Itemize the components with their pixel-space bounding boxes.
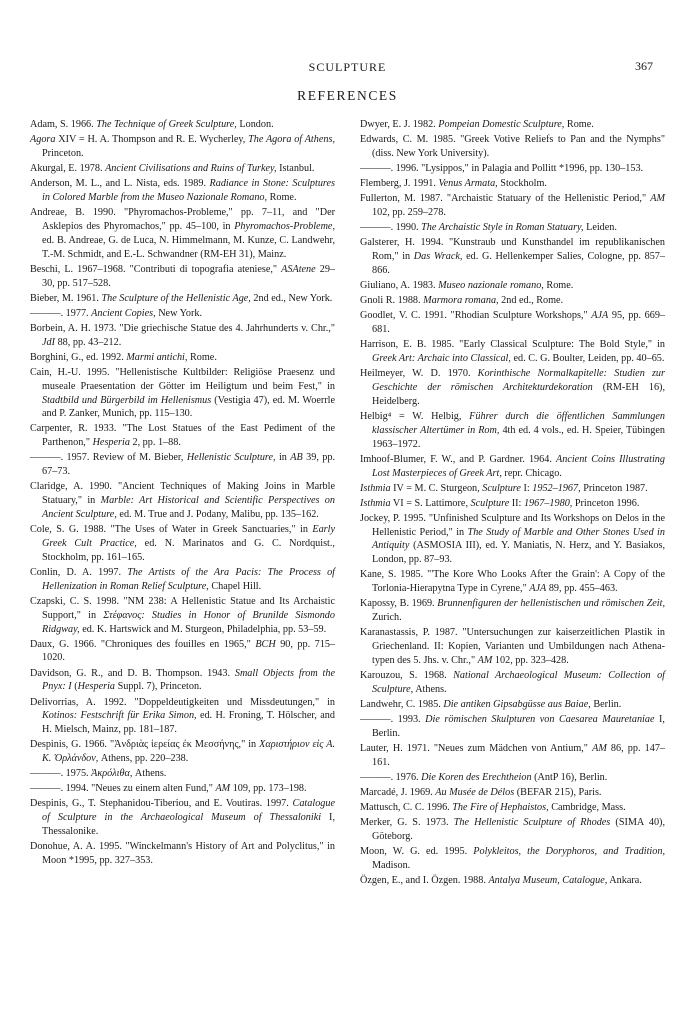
- reference-italic-text: Isthmia: [360, 497, 391, 509]
- reference-italic-text: Χαριστήριον εἰς Α. Κ. Ὀρλάνδον,: [42, 739, 335, 765]
- reference-text: ———. 1994. "Neues zu einem alten Fund,": [30, 783, 216, 795]
- reference-entry: [30, 177, 335, 205]
- reference-italic-text: Museo nazionale romano,: [438, 280, 544, 292]
- reference-text: Stockholm.: [497, 178, 547, 190]
- reference-italic-text: AM: [215, 783, 231, 795]
- reference-text: ed. H. Froning, T. Hölscher, and H. Mielsch, Mainz, pp. 181–187.: [42, 710, 335, 736]
- reference-text: Mattusch, C. C. 1996.: [360, 802, 453, 814]
- reference-text: Giuliano, A. 1983.: [360, 280, 439, 292]
- reference-text: Athens.: [413, 683, 447, 695]
- reference-entry: [360, 786, 665, 800]
- reference-italic-text: Hellenistic Sculpture,: [186, 452, 276, 464]
- reference-entry: [360, 482, 665, 496]
- reference-text: Jockey, P. 1995. "Unfinished Sculpture and Its Workshops on Delos in the Hellenistic Period," in: [360, 512, 665, 538]
- reference-text: Donohue, A. A. 1995. "Winckelmann's History of Art and Polyclitus," in Moon *1995, pp. 327–353.: [30, 841, 335, 867]
- reference-text: Rome.: [543, 280, 574, 292]
- reference-italic-text: Die antiken Gipsabgüsse aus Baiae,: [443, 699, 591, 710]
- reference-italic-text: Kotinos: Festschrift für Erika Simon,: [42, 710, 197, 722]
- reference-text: Kane, S. 1985. "'The Kore Who Looks After the Grain': A Copy of the Torlonia-Hierapytna Type in Cyrene,": [360, 569, 665, 595]
- reference-text: ed. M. True and J. Podany, Malibu, pp. 135–162.: [116, 509, 319, 521]
- reference-text: Daux, G. 1966. "Chroniques des fouilles en 1965,": [30, 638, 256, 650]
- reference-text: Ankara.: [607, 875, 642, 887]
- reference-italic-text: Antalya Museum, Catalogue,: [488, 875, 608, 887]
- reference-entry: [360, 118, 665, 132]
- reference-italic-text: Ancient Civilisations and Ruins of Turkey,: [105, 163, 277, 175]
- reference-text: ———. 1976.: [360, 771, 422, 783]
- reference-text: Cain, H.-U. 1995. "Hellenistische Kultbilder: Religiöse Praesenz und museale Praesentation der Götter im Heiligtum und beim Fest," in: [30, 366, 335, 392]
- reference-text: Rome.: [564, 119, 594, 130]
- reference-text: 90, pp. 715–1020.: [42, 638, 336, 664]
- reference-entry: [360, 713, 665, 741]
- reference-entry: [30, 366, 335, 421]
- reference-text: 102, pp. 323–428.: [492, 654, 569, 666]
- reference-italic-text: ASAtene: [281, 263, 316, 275]
- reference-italic-text: 1952–1967,: [532, 482, 581, 494]
- reference-italic-text: 1967–1980,: [523, 497, 573, 509]
- reference-entry: [30, 351, 335, 365]
- reference-entry: [360, 874, 665, 888]
- reference-entry: [360, 162, 665, 176]
- reference-text: 29–30, pp. 517–528.: [42, 263, 336, 289]
- reference-entry: [30, 638, 335, 666]
- reference-italic-text: Isthmia: [360, 482, 391, 494]
- reference-text: 2nd ed., Rome.: [498, 295, 564, 307]
- reference-text: Landwehr, C. 1985.: [360, 699, 444, 710]
- reference-italic-text: The Archaistic Style in Roman Statuary,: [421, 222, 584, 234]
- reference-italic-text: The Artists of the Ara Pacis: The Process of Hellenization in Roman Relief Sculpture,: [42, 566, 336, 592]
- reference-entry: [30, 767, 335, 781]
- reference-italic-text: Polykleitos, the Doryphoros, and Tradition,: [473, 846, 665, 858]
- reference-text: IV = M. C. Sturgeon,: [390, 482, 483, 494]
- reference-entry: [360, 816, 665, 844]
- reference-entry: [360, 453, 665, 481]
- reference-entry: [360, 568, 665, 596]
- reference-text: Beschi, L. 1967–1968. "Contributi di topografia ateniese,": [30, 263, 282, 275]
- reference-text: Suppl. 7), Princeton.: [115, 681, 202, 693]
- reference-entry: [360, 597, 665, 625]
- reference-text: 102, pp. 259–278.: [372, 207, 446, 219]
- reference-italic-text: Greek Art: Archaic into Classical,: [372, 353, 511, 364]
- reference-text: ———. 1975.: [30, 768, 92, 780]
- reference-italic-text: The Fire of Hephaistos,: [452, 802, 549, 814]
- reference-italic-text: Führer durch die öffentlichen Sammlungen klassischer Altertümer in Rom,: [372, 410, 665, 436]
- reference-entry: [30, 206, 335, 261]
- reference-text: Moon, W. G. ed. 1995.: [360, 846, 474, 858]
- reference-italic-text: Ancient Coins Illustrating Lost Masterpieces of Greek Art,: [372, 453, 665, 479]
- references-right-column: [360, 118, 665, 889]
- reference-text: Imhoof-Blumer, F. W., and P. Gardner. 1964.: [360, 453, 556, 465]
- section-title: REFERENCES: [297, 88, 398, 103]
- reference-text: ———. 1977.: [30, 307, 92, 319]
- reference-entry: [30, 566, 335, 594]
- reference-entry: [30, 782, 335, 796]
- reference-italic-text: BCH: [255, 638, 276, 650]
- reference-italic-text: Ancient Copies,: [91, 307, 156, 319]
- reference-text: Anderson, M. L., and L. Nista, eds. 1989.: [30, 178, 210, 190]
- reference-italic-text: AM: [650, 193, 665, 205]
- reference-text: ed. C. G. Boulter, Leiden, pp. 40–65.: [510, 353, 665, 364]
- reference-entry: [30, 595, 335, 637]
- reference-italic-text: AM: [592, 743, 607, 755]
- reference-italic-text: The Agora of Athens,: [248, 134, 335, 146]
- reference-text: I, Berlin.: [372, 714, 665, 739]
- reference-italic-text: Ἀκρόλιθα,: [91, 768, 133, 780]
- reference-italic-text: Early Greek Cult Practice,: [42, 524, 335, 549]
- reference-text: Chapel Hill.: [208, 580, 262, 592]
- reference-text: Edwards, C. M. 1985. "Greek Votive Reliefs to Pan and the Nymphs" (diss. New York University).: [360, 134, 665, 159]
- reference-text: ———. 1996. "Lysippos," in Palagia and Pollitt *1996, pp. 130–153.: [360, 163, 644, 175]
- reference-text: Princeton.: [42, 147, 84, 159]
- reference-text: Berlin.: [590, 699, 622, 710]
- reference-text: 39, pp. 67–73.: [42, 452, 335, 478]
- reference-entry: [30, 451, 335, 479]
- reference-text: in: [275, 452, 291, 464]
- reference-text: Bieber, M. 1961.: [30, 292, 102, 304]
- reference-entry: [360, 221, 665, 235]
- reference-text: Cole, S. G. 1988. "The Uses of Water in Greek Sanctuaries," in: [30, 524, 313, 536]
- reference-text: ed. K. Hartswick and M. Sturgeon, Philadelphia, pp. 53–59.: [79, 623, 327, 635]
- reference-italic-text: Das Wrack,: [413, 251, 463, 263]
- reference-text: Delivorrias, A. 1992. "Doppeldeutigkeiten und Missdeutungen," in: [30, 696, 335, 708]
- reference-entry: [360, 845, 665, 873]
- reference-entry: [30, 840, 335, 868]
- reference-italic-text: National Archaeological Museum: Collection of Sculpture,: [372, 670, 665, 695]
- reference-text: I, Thessalonike.: [42, 812, 335, 838]
- reference-entry: [30, 307, 335, 321]
- reference-text: Carpenter, R. 1933. "The Lost Statues of the East Pediment of the Parthenon,": [30, 423, 335, 449]
- reference-entry: [360, 742, 665, 770]
- reference-entry: [360, 367, 665, 409]
- reference-text: Akurgal, E. 1978.: [30, 163, 106, 175]
- reference-entry: [360, 698, 665, 712]
- reference-text: Borbein, A. H. 1973. "Die griechische Statue des 4. Jahrhunderts v. Chr.,": [30, 322, 335, 334]
- reference-text: (BEFAR 215), Paris.: [514, 787, 602, 799]
- reference-text: ———. 1990.: [360, 222, 422, 234]
- reference-italic-text: Hesperia: [77, 681, 116, 693]
- reference-text: Andreae, B. 1990. "Phyromachos-Probleme," pp. 7–11, and "Der Asklepios des Phyromachos," pp. 45–100, in: [30, 207, 335, 232]
- reference-italic-text: AJA: [591, 310, 609, 322]
- reference-text: Merker, G. S. 1973.: [360, 817, 454, 829]
- reference-text: Istanbul.: [276, 163, 315, 175]
- reference-text: Karanastassis, P. 1987. "Untersuchungen zur kaiserzeitlichen Plastik in Griechenland. II: Kopien, Varianten und Umbildungen nach Athena-typen des 5. Jhs. v. Chr.,": [360, 627, 665, 666]
- reference-entry: [30, 797, 335, 839]
- reference-italic-text: Venus Armata,: [438, 178, 498, 190]
- reference-italic-text: Hesperia: [92, 437, 130, 449]
- reference-italic-text: Au Musée de Délos: [435, 787, 515, 799]
- reference-text: Galsterer, H. 1994. "Kunstraub und Kunsthandel im republikanischen Rom," in: [360, 237, 665, 263]
- reference-text: Gnoli R. 1988.: [360, 295, 424, 307]
- reference-entry: [360, 192, 665, 220]
- reference-text: 95, pp. 669–681.: [372, 310, 666, 336]
- reference-text: Zurich.: [372, 612, 402, 624]
- reference-text: Despinis, G., T. Stephanidou-Tiberiou, and E. Voutiras. 1997.: [30, 798, 293, 810]
- reference-text: 109, pp. 173–198.: [230, 783, 307, 795]
- reference-text: ———. 1993.: [360, 714, 426, 726]
- reference-text: I:: [520, 482, 533, 494]
- reference-text: Adam, S. 1966.: [30, 119, 97, 130]
- reference-text: (RM-EH 16), Heidelberg.: [372, 381, 665, 407]
- reference-entry: [30, 322, 335, 350]
- page-number: 367: [635, 59, 653, 73]
- reference-text: II:: [509, 497, 524, 509]
- reference-italic-text: Sculpture: [482, 482, 521, 494]
- reference-text: VI = S. Lattimore,: [390, 497, 471, 509]
- reference-text: (: [71, 681, 78, 693]
- reference-text: Madison.: [372, 860, 411, 872]
- reference-italic-text: Sculpture: [470, 497, 510, 509]
- reference-text: Lauter, H. 1971. "Neues zum Mädchen von Antium,": [360, 743, 593, 755]
- reference-text: ed. B. Andreae, G. de Luca, N. Himmelmann, M. Kunze, C. Landwehr, T.-M. Schmidt, and E.-L. Schwandner (RM-EH 31), Mainz.: [42, 234, 335, 260]
- reference-italic-text: Stadtbild und Bürgerbild im Hellenismus: [42, 394, 212, 406]
- reference-entry: [360, 410, 665, 452]
- reference-entry: [360, 497, 665, 511]
- reference-text: ed. G. Hellenkemper Salies, Cologne, pp. 857–866.: [372, 251, 665, 276]
- reference-italic-text: Catalogue of Sculpture in the Archaeological Museum of Thessaloniki: [42, 798, 335, 824]
- reference-entry: [30, 523, 335, 565]
- reference-text: XIV = H. A. Thompson and R. E. Wycherley,: [55, 134, 249, 146]
- reference-italic-text: Στέφανος: Studies in Honor of Brunilde Sismondo Ridgway,: [42, 609, 335, 635]
- reference-text: Despinis, G. 1966. "Ἀνδριὰς ἱερείας ἐκ Μεσσήνης," in: [30, 739, 260, 751]
- reference-italic-text: AB: [290, 452, 303, 464]
- reference-italic-text: Marmi antichi,: [126, 351, 188, 363]
- reference-italic-text: The Study of Marble and Other Stones Used in Antiquity: [372, 526, 665, 552]
- reference-text: Fullerton, M. 1987. "Archaistic Statuary of the Hellenistic Period,": [360, 193, 651, 205]
- reference-text: New York.: [155, 307, 203, 319]
- reference-text: Athens.: [132, 768, 167, 780]
- reference-italic-text: Marmora romana,: [423, 295, 499, 307]
- reference-italic-text: Korinthische Normalkapitelle: Studien zur Geschichte der römischen Architekturdekoration: [372, 368, 665, 393]
- reference-text: 86, pp. 147–161.: [372, 743, 666, 768]
- reference-text: 2, pp. 1–88.: [129, 437, 181, 449]
- reference-text: Princeton 1987.: [580, 482, 648, 494]
- reference-text: Davidson, G. R., and D. B. Thompson. 1943.: [30, 667, 235, 679]
- reference-text: Conlin, D. A. 1997.: [30, 566, 128, 578]
- reference-entry: [30, 480, 335, 522]
- reference-italic-text: The Sculpture of the Hellenistic Age,: [101, 292, 251, 304]
- reference-text: Czapski, C. S. 1998. "NM 238: A Hellenistic Statue and Its Archaistic Support," in: [30, 595, 335, 621]
- reference-text: Marcadé, J. 1969.: [360, 787, 436, 799]
- reference-text: Harrison, E. B. 1985. "Early Classical Sculpture: The Bold Style," in: [360, 339, 665, 351]
- reference-text: ———. 1957. Review of M. Bieber,: [30, 452, 187, 464]
- reference-text: repr. Chicago.: [501, 467, 562, 479]
- reference-text: Helbig⁴ = W. Helbig,: [360, 410, 470, 422]
- reference-italic-text: AJA: [529, 583, 547, 595]
- reference-italic-text: Small Objects from the Pnyx: I: [42, 667, 335, 693]
- reference-text: Princeton 1996.: [572, 497, 640, 509]
- reference-italic-text: Agora: [30, 134, 56, 146]
- reference-entry: [30, 667, 335, 695]
- reference-text: Claridge, A. 1990. "Ancient Techniques of Making Joins in Marble Statuary," in: [30, 481, 335, 507]
- reference-text: Leiden.: [583, 222, 617, 234]
- reference-italic-text: Radiance in Stone: Sculptures in Colored Marble from the Museo Nazionale Romano,: [42, 178, 335, 203]
- reference-italic-text: AM: [477, 654, 493, 666]
- reference-text: Borghini, G., ed. 1992.: [30, 351, 127, 363]
- reference-text: (Vestigia 47), ed. M. Woerrle and P. Zanker, Munich, pp. 115–130.: [42, 394, 335, 420]
- reference-text: Goodlet, V. C. 1991. "Rhodian Sculpture Workshops,": [360, 310, 592, 322]
- reference-entry: [360, 801, 665, 815]
- reference-entry: [30, 133, 335, 161]
- reference-entry: [30, 118, 335, 132]
- reference-entry: [360, 512, 665, 567]
- reference-text: Özgen, E., and I. Özgen. 1988.: [360, 875, 489, 887]
- reference-entry: [360, 338, 665, 366]
- reference-text: (ASMOSIA III), ed. Y. Maniatis, N. Herz, and Y. Basiakos, London, pp. 87–93.: [372, 540, 665, 566]
- reference-text: Karouzou, S. 1968.: [360, 670, 454, 682]
- reference-text: Athens, pp. 220–238.: [98, 753, 189, 765]
- reference-entry: [360, 177, 665, 191]
- reference-italic-text: Phyromachos-Probleme,: [234, 220, 335, 232]
- reference-entry: [30, 263, 335, 291]
- running-head: SCULPTURE: [308, 60, 387, 74]
- reference-text: London.: [236, 119, 274, 130]
- reference-text: 89, pp. 455–463.: [546, 583, 618, 595]
- reference-entry: [360, 669, 665, 697]
- reference-text: Flemberg, J. 1991.: [360, 178, 439, 190]
- reference-italic-text: Marble: Art Historical and Scientific Perspectives on Ancient Sculpture,: [42, 495, 335, 521]
- reference-text: 4th ed. 4 vols., ed. H. Speier, Tübingen 1963–1972.: [372, 424, 665, 450]
- references-left-column: [30, 118, 335, 869]
- reference-text: 88, pp. 43–212.: [55, 336, 122, 348]
- reference-text: ed. N. Marinatos and G. C. Nordquist., Stockholm, pp. 161–165.: [42, 537, 335, 563]
- reference-text: (AntP 16), Berlin.: [531, 771, 608, 783]
- reference-italic-text: The Hellenistic Sculpture of Rhodes: [453, 817, 611, 829]
- reference-entry: [360, 309, 665, 337]
- reference-text: 2nd ed., New York.: [250, 292, 333, 304]
- reference-entry: [360, 626, 665, 668]
- reference-entry: [360, 771, 665, 785]
- reference-entry: [360, 294, 665, 308]
- reference-entry: [360, 236, 665, 278]
- reference-entry: [30, 422, 335, 450]
- reference-text: Heilmeyer, W. D. 1970.: [360, 368, 478, 380]
- reference-text: (SIMA 40), Göteborg.: [372, 817, 665, 843]
- reference-text: Rome.: [267, 191, 297, 203]
- reference-italic-text: JdI: [42, 336, 56, 348]
- reference-entry: [30, 696, 335, 738]
- reference-entry: [360, 133, 665, 161]
- reference-italic-text: Die Koren des Erechtheion: [421, 771, 532, 783]
- reference-italic-text: Pompeian Domestic Sculpture,: [438, 119, 565, 130]
- reference-entry: [30, 292, 335, 306]
- reference-entry: [30, 162, 335, 176]
- reference-italic-text: Brunnenfiguren der hellenistischen und römischen Zeit,: [437, 598, 665, 610]
- reference-text: Cambridge, Mass.: [548, 802, 626, 814]
- reference-text: Kapossy, B. 1969.: [360, 598, 438, 610]
- reference-italic-text: Die römischen Skulpturen von Caesarea Mauretaniae: [425, 714, 655, 726]
- reference-text: Rome.: [187, 351, 217, 363]
- reference-italic-text: The Technique of Greek Sculpture,: [96, 119, 237, 130]
- reference-entry: [30, 738, 335, 766]
- reference-entry: [360, 279, 665, 293]
- reference-text: Dwyer, E. J. 1982.: [360, 119, 439, 130]
